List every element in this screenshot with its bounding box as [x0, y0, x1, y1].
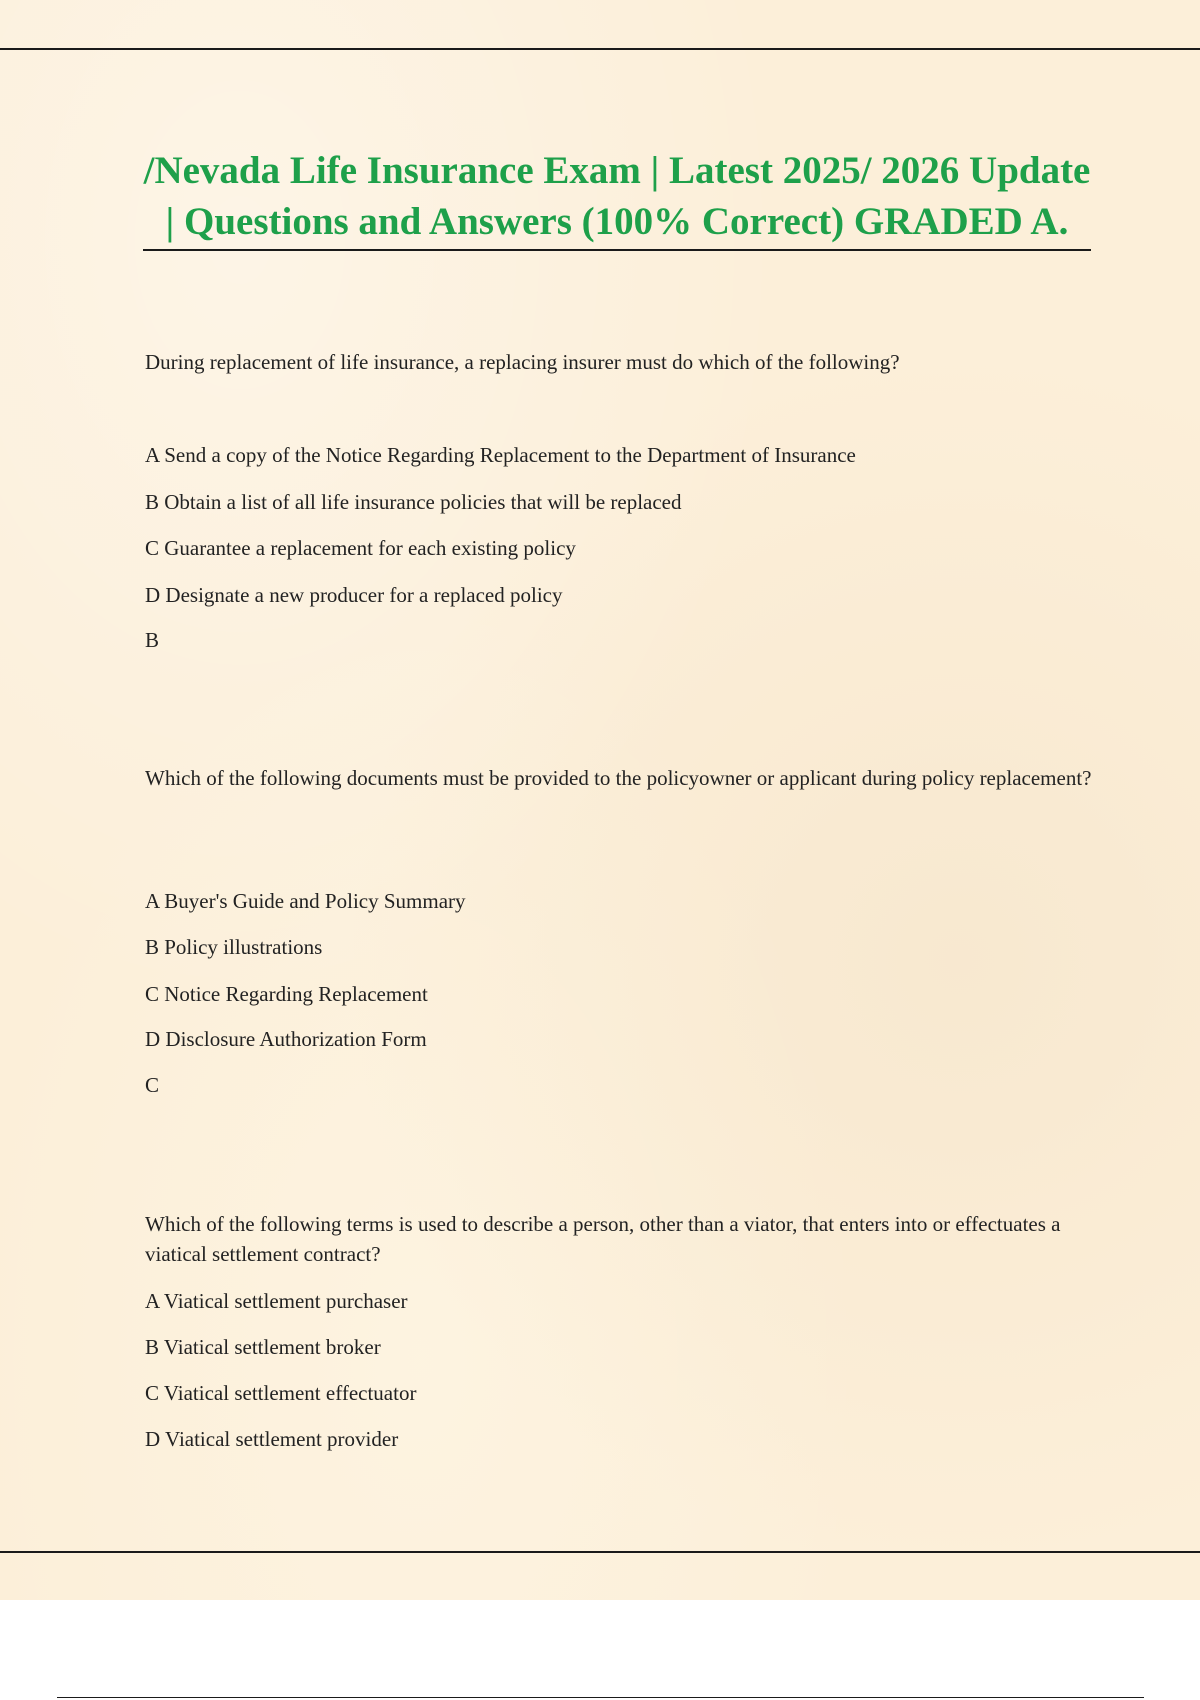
question-3-text: Which of the following terms is used to describe a person, other than a viator, that enters into or effectuates a viatical settlement contract?: [145, 1212, 1061, 1266]
question-3: [145, 1209, 1095, 1269]
question-3-option-b: B Viatical settlement broker: [145, 1335, 381, 1359]
question-1-option-b: B Obtain a list of all life insurance policies that will be replaced: [145, 490, 682, 514]
document-title: /Nevada Life Insurance Exam | Latest 2025/ 2026 Update | Questions and Answers (100% Correct) GRADED A.: [143, 149, 1091, 243]
question-3-option-a: A Viatical settlement purchaser: [145, 1289, 408, 1313]
footer-rule: [57, 1697, 1144, 1698]
top-rule: [0, 48, 1200, 50]
bottom-rule: [0, 1551, 1200, 1553]
question-2-option-c: C Notice Regarding Replacement: [145, 982, 428, 1006]
question-2-option-d: D Disclosure Authorization Form: [145, 1027, 427, 1051]
question-1: [145, 347, 1095, 377]
question-2-option-b: B Policy illustrations: [145, 935, 323, 959]
question-1-option-d: D Designate a new producer for a replaced policy: [145, 583, 563, 607]
question-3-option-c: C Viatical settlement effectuator: [145, 1381, 417, 1405]
title-block: [143, 145, 1091, 251]
question-2-option-a: A Buyer's Guide and Policy Summary: [145, 889, 466, 913]
question-1-option-c: C Guarantee a replacement for each existing policy: [145, 536, 576, 560]
question-2: [145, 763, 1095, 793]
question-1-answer: B: [145, 628, 160, 652]
question-1-text: During replacement of life insurance, a replacing insurer must do which of the following?: [145, 350, 900, 374]
question-1-option-a: A Send a copy of the Notice Regarding Replacement to the Department of Insurance: [145, 443, 856, 467]
question-3-option-d: D Viatical settlement provider: [145, 1427, 399, 1451]
question-2-answer: C: [145, 1073, 160, 1097]
question-2-text: Which of the following documents must be provided to the policyowner or applicant during policy replacement?: [145, 766, 1092, 790]
